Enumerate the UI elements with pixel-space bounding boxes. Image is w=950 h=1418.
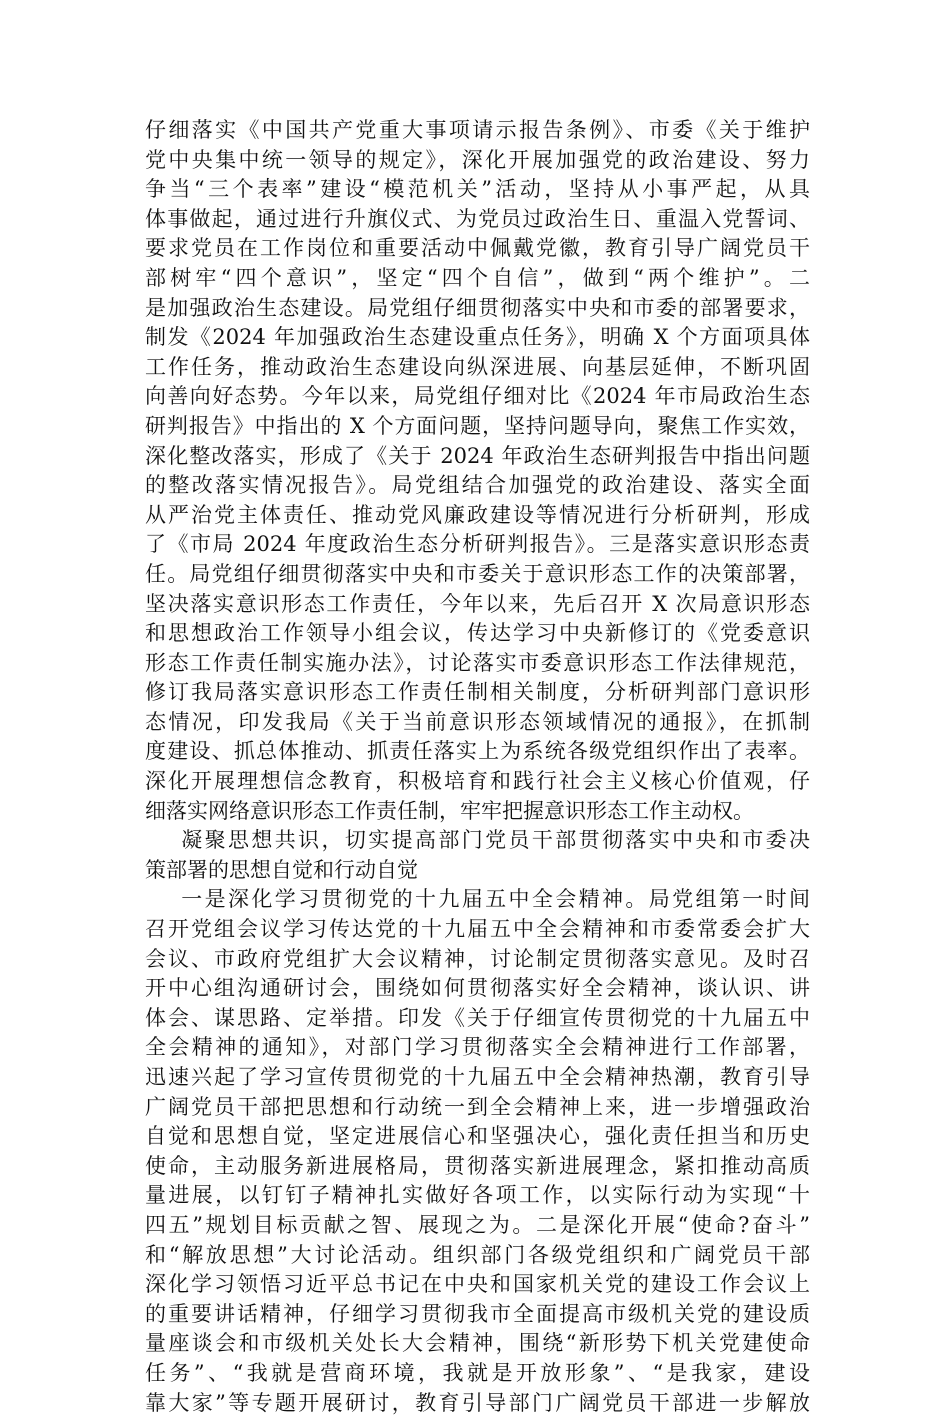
text-line: 量进展，以钉钉子精神扎实做好各项工作，以实际行动为实现“十 — [145, 1183, 810, 1208]
text-line: 工作任务，推动政治生态建设向纵深进展、向基层延伸，不断巩固 — [145, 354, 810, 379]
text-line: 细落实网络意识形态工作责任制，牢牢把握意识形态工作主动权。 — [145, 798, 754, 823]
text-line: 会议、市政府党组扩大会议精神，讨论制定贯彻落实意见。及时召 — [145, 946, 810, 971]
text-line: 度建设、抓总体推动、抓责任落实上为系统各级党组织作出了表率。 — [145, 739, 810, 764]
text-line: 争当“三个表率”建设“模范机关”活动，坚持从小事严起，从具 — [145, 177, 810, 202]
text-line: 制发《2024 年加强政治生态建设重点任务》，明确 X 个方面项具体 — [145, 325, 810, 350]
text-line: 形态工作责任制实施办法》，讨论落实市委意识形态工作法律规范， — [145, 650, 810, 675]
text-line: 体事做起，通过进行升旗仪式、为党员过政治生日、重温入党誓词、 — [145, 206, 810, 231]
text-line: 任。局党组仔细贯彻落实中央和市委关于意识形态工作的决策部署， — [145, 561, 810, 586]
text-line: 研判报告》中指出的 X 个方面问题，坚持问题导向，聚焦工作实效， — [145, 413, 810, 438]
text-line: 坚决落实意识形态工作责任，今年以来，先后召开 X 次局意识形态 — [145, 591, 810, 616]
text-line: 靠大家”等专题开展研讨，教育引导部门广阔党员干部进一步解放 — [145, 1390, 810, 1415]
text-line: 使命，主动服务新进展格局，贯彻落实新进展理念，紧扣推动高质 — [145, 1153, 810, 1178]
text-line: 党中央集中统一领导的规定》，深化开展加强党的政治建设、努力 — [145, 147, 810, 172]
text-line: 了《市局 2024 年度政治生态分析研判报告》。三是落实意识形态责 — [145, 532, 810, 557]
text-line: 是加强政治生态建设。局党组仔细贯彻落实中央和市委的部署要求， — [145, 295, 810, 320]
text-line: 体会、谋思路、定举措。印发《关于仔细宣传贯彻党的十九届五中 — [145, 1005, 810, 1030]
text-line: 一是深化学习贯彻党的十九届五中全会精神。局党组第一时间 — [145, 887, 811, 912]
text-line: 态情况，印发我局《关于当前意识形态领域情况的通报》，在抓制 — [145, 709, 810, 734]
document-body-text — [145, 116, 810, 1418]
text-line: 凝聚思想共识，切实提高部门党员干部贯彻落实中央和市委决 — [145, 828, 811, 853]
text-line: 部树牢“四个意识”，坚定“四个自信”，做到“两个维护”。二 — [145, 265, 810, 290]
text-line: 策部署的思想自觉和行动自觉 — [145, 857, 418, 882]
text-line: 的整改落实情况报告》。局党组结合加强党的政治建设、落实全面 — [145, 473, 810, 498]
text-line: 任务”、“我就是营商环境，我就是开放形象”、“是我家，建设 — [145, 1360, 810, 1385]
text-line: 深化学习领悟习近平总书记在中央和国家机关党的建设工作会议上 — [145, 1272, 810, 1297]
text-line: 自觉和思想自觉，坚定进展信心和坚强决心，强化责任担当和历史 — [145, 1124, 810, 1149]
text-line: 和思想政治工作领导小组会议，传达学习中央新修订的《党委意识 — [145, 621, 810, 646]
text-line: 全会精神的通知》，对部门学习贯彻落实全会精神进行工作部署， — [145, 1035, 810, 1060]
text-line: 广阔党员干部把思想和行动统一到全会精神上来，进一步增强政治 — [145, 1094, 810, 1119]
text-line: 迅速兴起了学习宣传贯彻党的十九届五中全会精神热潮，教育引导 — [145, 1065, 810, 1089]
text-line: 深化整改落实，形成了《关于 2024 年政治生态研判报告中指出问题 — [145, 443, 810, 468]
text-line: 从严治党主体责任、推动党风廉政建设等情况进行分析研判，形成 — [145, 502, 810, 527]
text-line: 仔细落实《中国共产党重大事项请示报告条例》、市委《关于维护 — [145, 118, 810, 142]
text-line: 修订我局落实意识形态工作责任制相关制度，分析研判部门意识形 — [145, 680, 810, 705]
text-line: 召开党组会议学习传达党的十九届五中全会精神和市委常委会扩大 — [145, 917, 810, 942]
text-line: 量座谈会和市级机关处长大会精神，围绕“新形势下机关党建使命 — [145, 1331, 810, 1356]
text-line: 深化开展理想信念教育，积极培育和践行社会主义核心价值观，仔 — [145, 769, 810, 794]
text-line: 四五”规划目标贡献之智、展现之为。二是深化开展“使命?奋斗” — [145, 1212, 810, 1237]
text-line: 要求党员在工作岗位和重要活动中佩戴党徽，教育引导广阔党员干 — [145, 236, 810, 261]
text-line: 开中心组沟通研讨会，围绕如何贯彻落实好全会精神，谈认识、讲 — [145, 976, 810, 1001]
text-line: 和“解放思想”大讨论活动。组织部门各级党组织和广阔党员干部 — [145, 1242, 810, 1267]
text-line: 的重要讲话精神，仔细学习贯彻我市全面提高市级机关党的建设质 — [145, 1301, 810, 1326]
text-line: 向善向好态势。今年以来，局党组仔细对比《2024 年市局政治生态 — [145, 384, 810, 409]
